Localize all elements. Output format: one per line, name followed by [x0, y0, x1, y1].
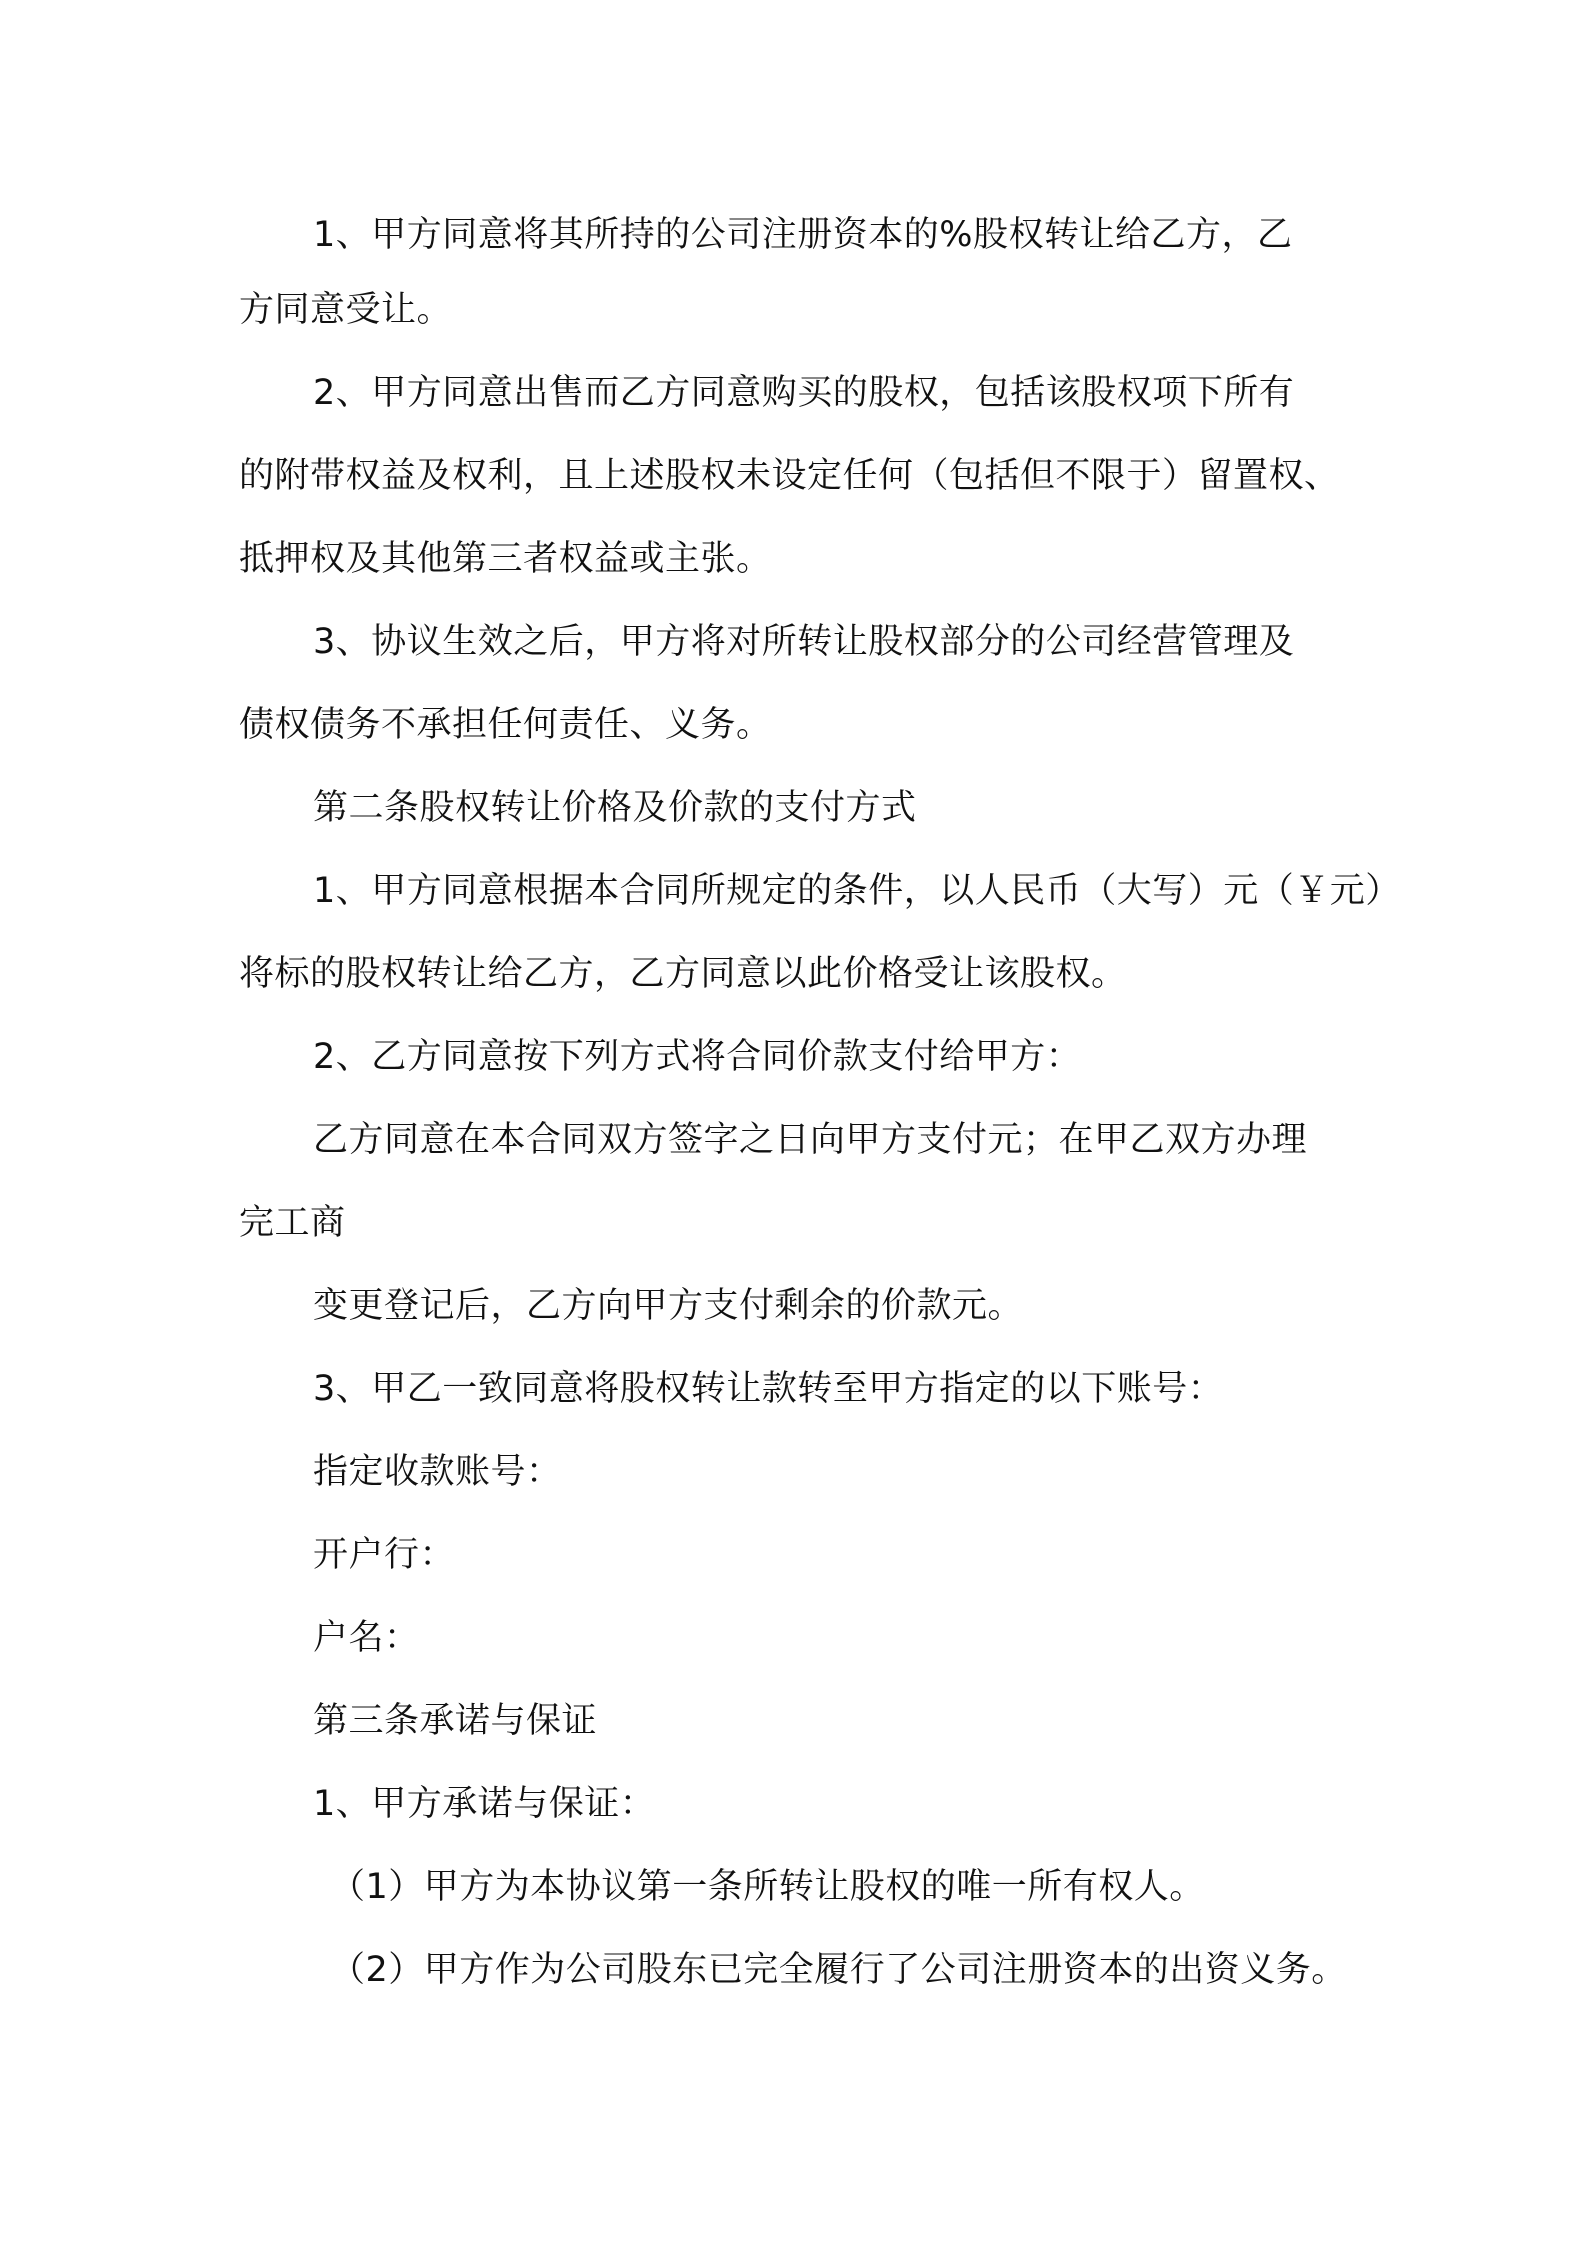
payment-terms-line-1: 乙方同意在本合同双方签字之日向甲方支付元；在甲乙双方办理 [313, 1120, 1308, 1160]
clause-1-2-line-1: 2、甲方同意出售而乙方同意购买的股权，包括该股权项下所有 [313, 373, 1295, 413]
payment-terms-line-3: 变更登记后，乙方向甲方支付剩余的价款元。 [313, 1286, 1024, 1326]
clause-3-1-item-1: （1）甲方为本协议第一条所转让股权的唯一所有权人。 [330, 1867, 1205, 1907]
clause-2-1-line-1: 1、甲方同意根据本合同所规定的条件，以人民币（大写）元（￥元） [313, 871, 1401, 911]
clause-1-1-line-1: 1、甲方同意将其所持的公司注册资本的%股权转让给乙方，乙 [313, 215, 1293, 255]
clause-1-3-line-2: 债权债务不承担任何责任、义务。 [239, 705, 772, 745]
section-heading-2: 第二条股权转让价格及价款的支付方式 [313, 788, 917, 828]
clause-2-1-line-2: 将标的股权转让给乙方，乙方同意以此价格受让该股权。 [239, 954, 1127, 994]
section-heading-3: 第三条承诺与保证 [313, 1701, 598, 1741]
bank-label: 开户行： [313, 1535, 456, 1575]
clause-1-3-line-1: 3、协议生效之后，甲方将对所转让股权部分的公司经营管理及 [313, 622, 1295, 662]
clause-3-1-item-2: （2）甲方作为公司股东已完全履行了公司注册资本的出资义务。 [330, 1950, 1347, 1990]
clause-1-1-line-2: 方同意受让。 [239, 290, 453, 330]
clause-1-2-line-2: 的附带权益及权利，且上述股权未设定任何（包括但不限于）留置权、 [239, 456, 1340, 496]
payment-terms-line-2: 完工商 [239, 1203, 346, 1243]
account-number-label: 指定收款账号： [313, 1452, 562, 1492]
clause-3-1: 1、甲方承诺与保证： [313, 1784, 656, 1824]
clause-2-3: 3、甲乙一致同意将股权转让款转至甲方指定的以下账号： [313, 1369, 1224, 1409]
clause-2-2: 2、乙方同意按下列方式将合同价款支付给甲方： [313, 1037, 1082, 1077]
account-name-label: 户名： [313, 1618, 420, 1658]
clause-1-2-line-3: 抵押权及其他第三者权益或主张。 [239, 539, 772, 579]
